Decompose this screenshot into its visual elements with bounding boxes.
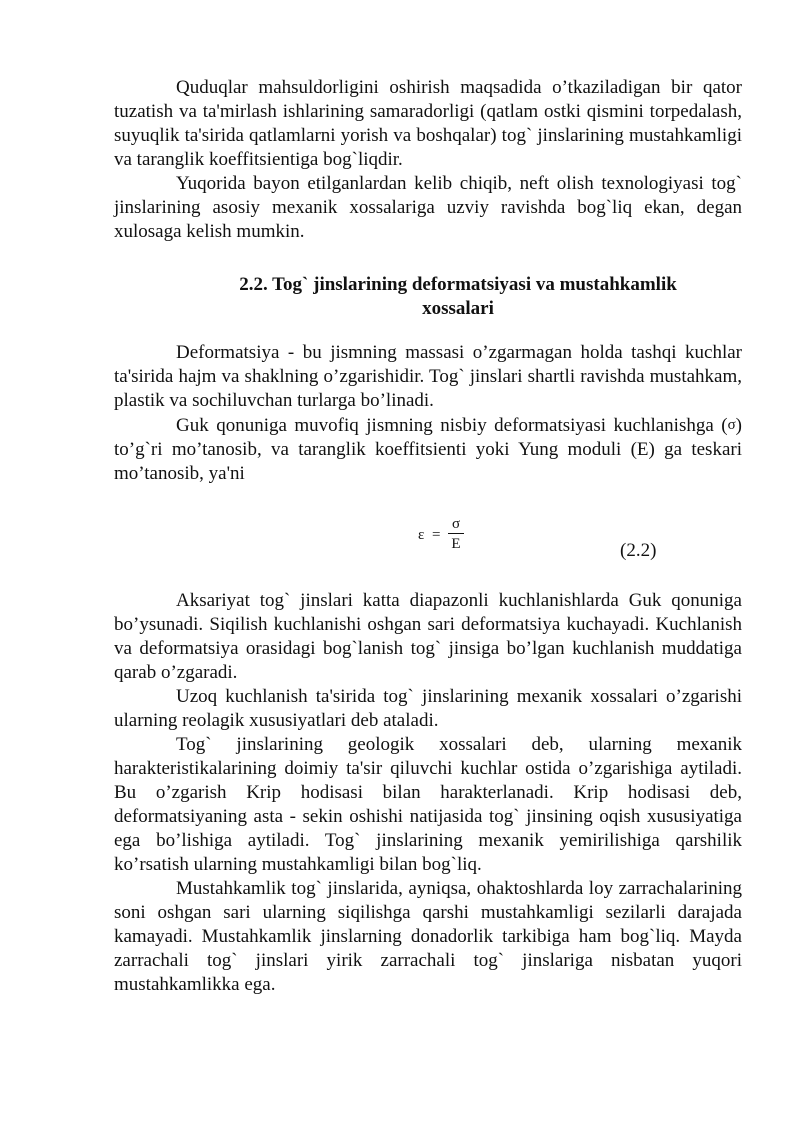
equation-number: (2.2) (620, 540, 657, 561)
intro-paragraph-2: Yuqorida bayon etilganlardan kelib chiqib, neft olish texnologiyasi tog` jinslarining asosiy mexanik xossalariga uzviy ravishda bog`liq ekan, degan xulosaga kelish mumkin. (114, 173, 742, 242)
formula-numerator: σ (451, 516, 461, 532)
formula-fraction (448, 515, 464, 554)
section-heading (114, 273, 742, 321)
body-paragraph-2: Uzoq kuchlanish ta'sirida tog` jinslarining mexanik xossalari o’zgarishi ularning reolagik xususiyatlari deb ataladi. (114, 686, 742, 731)
body-section (114, 589, 742, 997)
hooke-formula (418, 515, 478, 559)
body-paragraph-3: Tog` jinslarining geologik xossalari deb, ularning mexanik harakteristikalarining doimiy ta'sir qiluvchi kuchlar ostida o’zgarishiga aytiladi. Bu o’zgarish Krip hodisasi bilan harakterlanadi. Krip hodisasi deb, deformatsiyaning asta - sekin oshishi natijasida tog` jinsining oqish xususiyatiga ega bo’lishiga aytiladi. Tog` jinslarining mexanik yemirilishiga qarshilik ko’rsatish ularning mustahkamligi bilan bog`liq. (114, 734, 742, 875)
definition-section (114, 341, 742, 486)
intro-section (114, 76, 742, 244)
hooke-law-paragraph (114, 413, 742, 486)
sigma-symbol: σ (727, 417, 736, 433)
hooke-text-before: Guk qonuniga muvofiq jismning nisbiy deformatsiyasi kuchlanishga ( (176, 415, 728, 436)
section-heading-line-1: 2.2. Tog` jinslarining deformatsiyasi va mustahkamlik (239, 274, 677, 295)
section-heading-line-2: xossalari (422, 298, 494, 319)
formula-strain-symbol: ε (418, 527, 425, 543)
body-paragraph-1: Aksariyat tog` jinslari katta diapazonli kuchlanishlarda Guk qonuniga bo’ysunadi. Siqilish kuchlanishi oshgan sari deformatsiya kuchayadi. Kuchlanish va deformatsiya orasidagi bog`lanish tog` jinsiga bo’lgan kuchlanish muddatiga qarab o’zgaradi. (114, 590, 742, 683)
formula-denominator: E (451, 536, 461, 552)
formula-equals-sign: = (432, 527, 441, 543)
deformation-paragraph: Deformatsiya - bu jismning massasi o’zgarmagan holda tashqi kuchlar ta'sirida hajm va shaklning o’zgarishidir. Tog` jinslari shartli ravishda mustahkam, plastik va sochiluvchan turlarga bo’linadi. (114, 342, 742, 411)
body-paragraph-4: Mustahkamlik tog` jinslarida, ayniqsa, ohaktoshlarda loy zarrachalarining soni oshgan sari ularning siqilishga qarshi mustahkamligi sezilarli darajada kamayadi. Mustahkamlik jinslarning donadorlik tarkibiga ham bog`liq. Mayda zarrachali tog` jinslari yirik zarrachali tog` jinslariga nisbatan yuqori mustahkamlikka ega. (114, 878, 742, 995)
hooke-text-after: ) to’g`ri mo’tanosib, va taranglik koeffitsienti yoki Yung moduli (E) ga teskari mo’tanosib, ya'ni (114, 415, 742, 484)
intro-paragraph-1: Quduqlar mahsuldorligini oshirish maqsadida o’tkaziladigan bir qator tuzatish va ta'mirlash ishlarining samaradorligi (qatlam ostki qismini torpedalash, suyuqlik ta'sirida qatlamlarni yorish va boshqalar) tog` jinslarining mustahkamligi va taranglik koeffitsientiga bog`liqdir. (114, 77, 742, 170)
